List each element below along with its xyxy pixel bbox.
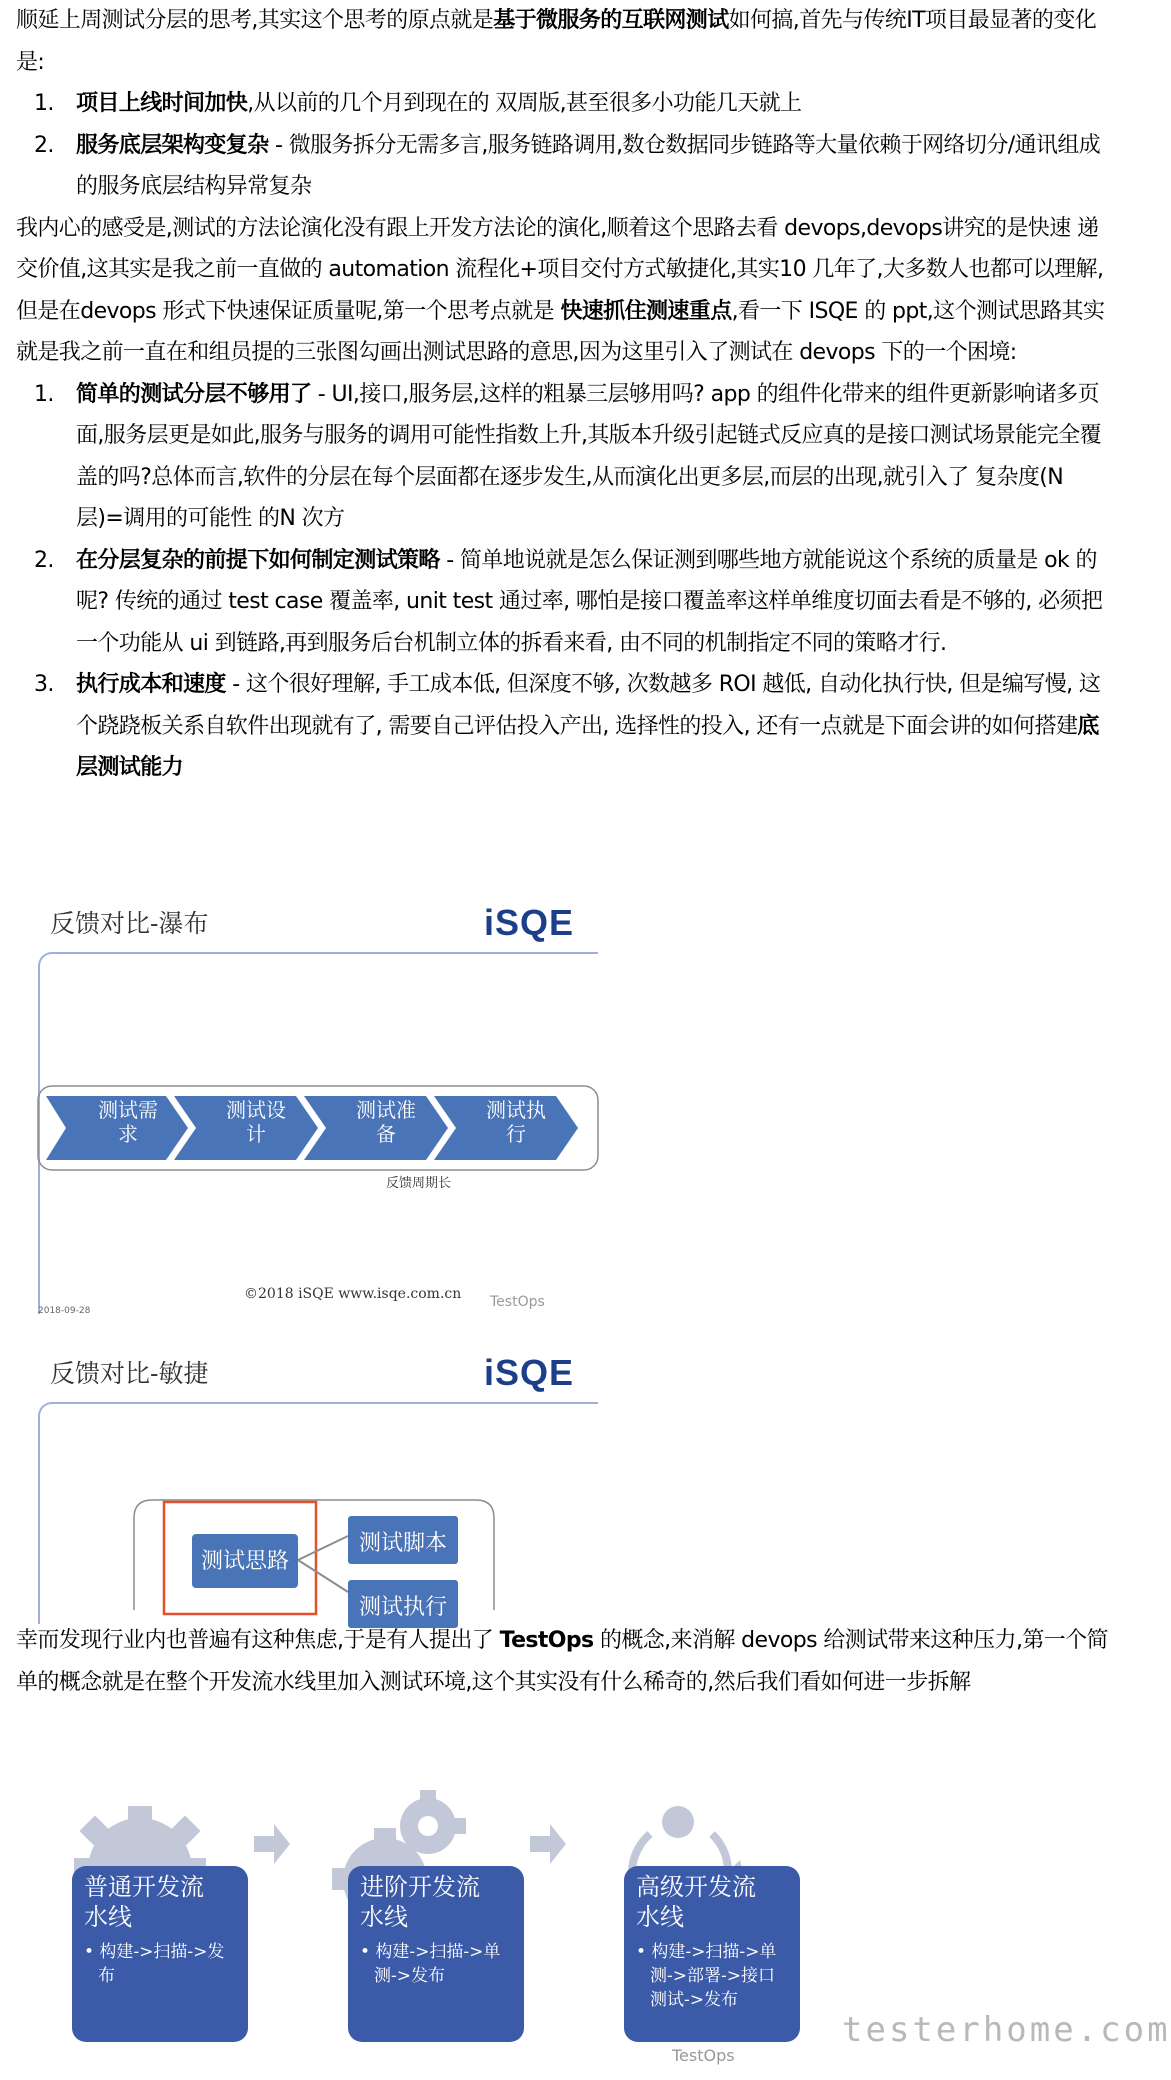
list-item-text: - 这个很好理解, 手工成本低, 但深度不够, 次数越多 ROI 越低, 自动化执行快, 但是编写慢, 这个跷跷板关系自软件出现就有了, 需要自己评估投入产出, 选择性的投入, 还有一点就是下面会讲的如何搭建 (76, 672, 1101, 739)
caption-feedback: 反馈周期长 (386, 1176, 452, 1191)
slide-title: 反馈对比-敏捷 (50, 1359, 209, 1388)
isqe-logo: iSQE (483, 902, 574, 943)
step-label-3: 测试准 备 (356, 1098, 416, 1146)
middle-bold: 快速抓住测速重点 (560, 298, 732, 324)
pipeline-title: 普通开发流 (84, 1873, 204, 1901)
change-list (16, 83, 1116, 208)
arrow-right-icon (254, 1824, 290, 1864)
list-item-bold: 在分层复杂的前提下如何制定测试策略 (76, 547, 440, 573)
list-number: 3. (34, 672, 54, 697)
pipeline-steps: • 构建->扫描->发 (84, 1942, 225, 1962)
pipeline-diagram (0, 1760, 1171, 2080)
after-text: 幸而发现行业内也普遍有这种焦虑,于是有人提出了 (16, 1628, 500, 1653)
intro-text-2: 如何搞,首先与传统IT项目最显著的变化是: (16, 8, 1097, 75)
pipeline-title-2: 水线 (636, 1903, 684, 1931)
pipeline-steps-2: 测->发布 (374, 1966, 445, 1986)
list-item-bold: 简单的测试分层不够用了 (76, 381, 312, 407)
intro-paragraph (16, 0, 1116, 83)
pipeline-card-3 (636, 1872, 796, 2012)
article-body (16, 0, 1116, 789)
arrow-right-icon (530, 1824, 566, 1864)
testerhome-watermark: testerhome.com (842, 2010, 1171, 2050)
list-number: 1. (34, 91, 54, 116)
list-item-bold: 项目上线时间加快 (76, 91, 248, 116)
pipeline-steps: • 构建->扫描->单 (636, 1942, 777, 1962)
middle-text: 我内心的感受是,测试的方法论演化没有跟上开发方法论的演化,顺着这个思路去看 devops,devops讲究的是快速 递交价值,这其实是我之前一直做的 automation 流程化+项目交付方式敏捷化,其实10 几年了,大多数人也都可以理解,但是在devops 形式下快速保证质量呢,第一个思考点就是 (16, 215, 1104, 324)
list-item (16, 540, 1116, 665)
intro-bold: 基于微服务的互联网测试 (493, 8, 729, 33)
list-item-text: - UI,接口,服务层,这样的粗暴三层够用吗? app 的组件化带来的组件更新影响诸多页面,服务层更是如此,服务与服务的调用可能性指数上升,其版本升级引起链式反应真的是接口测试场景能完全覆盖的吗?总体而言,软件的分层在每个层面都在逐步发生,从而演化出更多层,而层的出现,就引入了 复杂度(N 层)=调用的可能性 的N 次方 (76, 381, 1101, 531)
list-item (16, 374, 1116, 540)
center-node-label: 测试思路 (200, 1549, 289, 1574)
testops-watermark: TestOps (490, 1294, 545, 1310)
agile-diagram (16, 1348, 596, 1610)
branch-label-1: 测试脚本 (358, 1531, 447, 1556)
dilemma-list (16, 374, 1116, 789)
after-text-2: 的概念,来消解 devops 给测试带来这种压力,第一个简单的概念就是在整个开发流水线里加入测试环境,这个其实没有什么稀奇的,然后我们看如何进一步拆解 (16, 1628, 1108, 1695)
branch-line (298, 1536, 348, 1560)
pipeline-card-1 (84, 1872, 244, 1988)
list-item (16, 83, 1116, 125)
slide-title: 反馈对比-瀑布 (50, 909, 209, 938)
step-label-1: 测试需 求 (98, 1098, 158, 1146)
pipeline-steps-2: 布 (98, 1966, 115, 1986)
pipeline-title: 高级开发流 (636, 1873, 756, 1901)
list-item-text: - 微服务拆分无需多言,服务链路调用,数仓数据同步链路等大量依赖于网络切分/通讯组成的服务底层结构异常复杂 (76, 132, 1101, 199)
isqe-logo: iSQE (483, 1352, 574, 1393)
list-item-tail-bold: 底层测试能力 (76, 713, 1099, 780)
list-item (16, 664, 1116, 789)
slide-agile (16, 1348, 596, 1620)
list-item-text: - 简单地说就是怎么保证测到哪些地方就能说这个系统的质量是 ok 的呢? 传统的通过 test case 覆盖率, unit test 通过率, 哪怕是接口覆盖率这样单维度切面去看是不够的, 必须把一个功能从 ui 到链路,再到服务后台机制立体的拆看来看, 由不同的机制指定不同的策略才行. (76, 547, 1103, 656)
middle-text-2: ,看一下 ISQE 的 ppt,这个测试思路其实就是我之前一直在和组员提的三张图勾画出测试思路的意思,因为这里引入了测试在 devops 下的一个困境: (16, 298, 1105, 365)
list-number: 1. (34, 381, 54, 407)
pipeline-title: 进阶开发流 (360, 1873, 480, 1901)
article-body-2 (16, 1620, 1116, 1703)
middle-paragraph (16, 208, 1116, 374)
branch-label-2: 测试执行 (358, 1595, 447, 1620)
intro-text: 顺延上周测试分层的思考,其实这个思考的原点就是 (16, 8, 494, 33)
slide-footer: ©2018 iSQE www.isqe.com.cn (244, 1286, 462, 1302)
list-item-bold: 服务底层架构变复杂 (76, 132, 269, 158)
pipeline-steps-2: 测->部署->接口 (650, 1966, 775, 1986)
list-item-text: ,从以前的几个月到现在的 双周版,甚至很多小功能几天就上 (247, 91, 802, 116)
list-number: 2. (34, 547, 54, 573)
step-label-2: 测试设 计 (226, 1098, 286, 1146)
list-number: 2. (34, 132, 54, 158)
testops-paragraph (16, 1620, 1116, 1703)
pipeline-steps-3: 测试->发布 (650, 1990, 738, 2010)
slide-date: 2018-09-28 (38, 1306, 91, 1316)
pipeline-steps: • 构建->扫描->单 (360, 1942, 501, 1962)
slide-waterfall (16, 898, 596, 1320)
branch-line (298, 1560, 348, 1592)
pipeline-title-2: 水线 (84, 1903, 132, 1931)
step-label-4: 测试执 行 (486, 1098, 546, 1146)
pipeline-card-2 (360, 1872, 520, 1988)
testops-watermark: TestOps (672, 2046, 735, 2065)
after-bold: TestOps (499, 1628, 594, 1653)
list-item-bold: 执行成本和速度 (76, 672, 226, 697)
pipeline-title-2: 水线 (360, 1903, 408, 1931)
list-item (16, 125, 1116, 208)
